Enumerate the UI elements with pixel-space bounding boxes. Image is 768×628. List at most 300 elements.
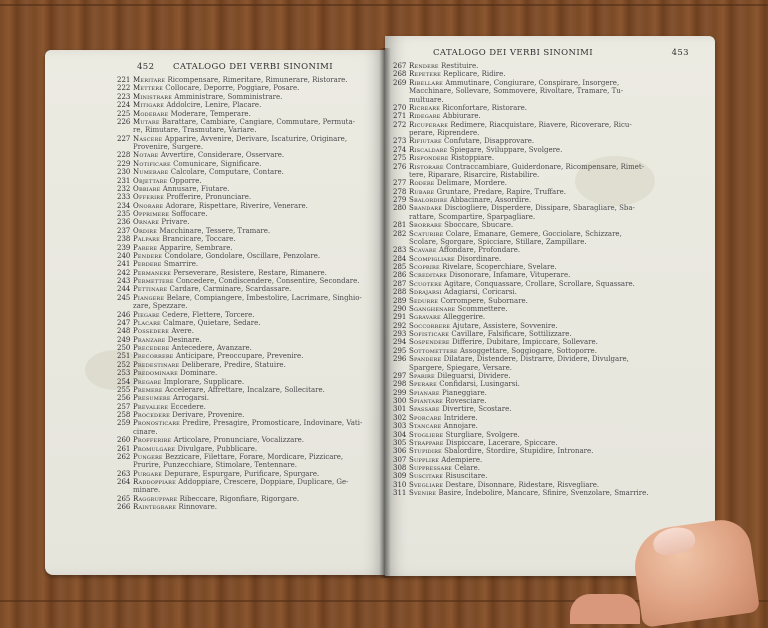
entry-synonyms: Macchinare, Sollevare, Sommovere, Rivoltare, Tramare, Tu- — [409, 87, 624, 96]
entry-line — [117, 151, 379, 159]
left-page — [45, 50, 385, 575]
entry-line — [117, 486, 379, 494]
entry-headword: Pregare — [133, 377, 162, 386]
entry-synonyms: Cavillare, Falsificare, Sottilizzare. — [451, 330, 572, 338]
entry-number: 236 — [117, 218, 131, 227]
entry-headword: Possedere — [133, 327, 170, 336]
entry-headword: Pronosticare — [133, 419, 181, 428]
entry-line — [393, 481, 693, 489]
entry-synonyms: Intridere. — [443, 413, 478, 422]
entry-line — [117, 252, 379, 260]
entry-number: 227 — [117, 134, 131, 143]
entry-line — [117, 110, 379, 118]
entry-number: 283 — [393, 246, 407, 255]
entry-headword: Predominare — [133, 369, 178, 378]
entry-line — [393, 230, 693, 238]
entry-line — [117, 193, 379, 201]
entry-headword: Suppressare — [409, 464, 453, 472]
entry-line — [117, 311, 379, 319]
entry-synonyms: Dileguarsi, Dividere. — [437, 371, 511, 380]
entry-number: 256 — [117, 394, 131, 403]
entry-line — [117, 478, 379, 486]
entry-headword: Rispondere — [409, 154, 449, 163]
entry-synonyms: Colare, Emanare, Gemere, Gocciolare, Schizzare, — [445, 229, 622, 238]
entry-number: 271 — [393, 112, 407, 121]
entry-line — [117, 260, 379, 268]
entry-synonyms: Spiegare, Sviluppare, Svolgere. — [449, 145, 563, 154]
entry-synonyms: Ribeccare, Rigonfiare, Rigorgare. — [179, 494, 300, 503]
entry-synonyms: Sturgliare, Svolgere. — [445, 430, 520, 439]
entry-number: 311 — [393, 489, 407, 498]
entry-synonyms: Scolare, Sgorgare, Spicciare, Stillare, Zampillare. — [409, 237, 587, 246]
entry-number: 294 — [393, 338, 407, 347]
entry-number: 305 — [393, 438, 407, 447]
entry-headword: Scoprire — [409, 263, 440, 271]
entry-synonyms: Barattare, Cambiare, Cangiare, Commutare, Permuta- — [161, 117, 356, 126]
entry-headword: Ministrare — [133, 92, 173, 101]
entry-synonyms: Destare, Disonnare, Ridestare, Risvegliare. — [445, 480, 600, 489]
entry-synonyms: Soffocare. — [171, 210, 208, 218]
page-number-right: 453 — [671, 48, 689, 58]
entry-headword: Nascere — [133, 134, 163, 143]
entry-number: 260 — [117, 436, 131, 445]
entry-number: 224 — [117, 101, 131, 110]
entry-synonyms: Dispiccare, Lacerare, Spiccare. — [445, 438, 558, 447]
entry-headword: Obbiare — [133, 184, 161, 193]
entry-line — [393, 255, 693, 263]
entry-headword: Sgravare — [409, 313, 441, 322]
entry-headword: Sedurre — [409, 296, 439, 305]
entry-headword: Sbalordire — [409, 196, 448, 204]
entry-line — [393, 271, 693, 279]
entry-headword: Mutare — [133, 117, 160, 126]
entry-line — [393, 305, 693, 313]
entry-line — [117, 503, 379, 511]
entry-line — [117, 428, 379, 436]
entry-number: 268 — [393, 70, 407, 79]
entry-number: 228 — [117, 151, 131, 160]
entry-number: 280 — [393, 204, 407, 213]
entry-number: 278 — [393, 187, 407, 196]
entry-number: 288 — [393, 288, 407, 297]
entry-synonyms: Affondare, Profondare. — [438, 246, 521, 255]
entry-number: 279 — [393, 196, 407, 204]
entry-line — [393, 221, 693, 229]
entry-number: 255 — [117, 385, 131, 394]
entry-synonyms: perare, Riprendere. — [409, 129, 480, 137]
entry-synonyms: Arrogarsi. — [172, 394, 210, 403]
entry-synonyms: Confidarsi, Lusingarsi. — [439, 380, 520, 389]
entry-headword: Strappare — [409, 438, 444, 447]
entry-number: 258 — [117, 411, 131, 419]
entry-number: 272 — [393, 120, 407, 129]
entry-number: 277 — [393, 179, 407, 188]
entry-number: 250 — [117, 344, 131, 352]
entry-number: 286 — [393, 271, 407, 280]
entry-line — [393, 464, 693, 472]
entry-synonyms: Rivelare, Scoperchiare, Svelare. — [442, 263, 557, 271]
entry-synonyms: Derivare, Provenire. — [172, 411, 245, 419]
entry-synonyms: Anticipare, Preoccupare, Prevenire. — [175, 352, 304, 361]
entry-headword: Sofisticare — [409, 330, 450, 338]
entry-synonyms: Sboccare, Sbucare. — [444, 221, 514, 230]
entry-line — [393, 313, 693, 321]
entry-line — [117, 285, 379, 293]
entry-synonyms: re, Rimutare, Trasmutare, Variare. — [133, 126, 257, 135]
entry-number: 257 — [117, 402, 131, 411]
entry-headword: Mitigare — [133, 101, 165, 110]
entry-headword: Sospendere — [409, 338, 450, 347]
entry-line — [117, 135, 379, 143]
entry-synonyms: Rinnovare. — [178, 503, 218, 512]
entry-headword: Notare — [133, 151, 159, 160]
entry-headword: Svegliare — [409, 480, 444, 489]
entry-line — [393, 104, 693, 112]
entry-line — [393, 338, 693, 346]
entry-synonyms: multuare. — [409, 95, 444, 104]
entry-synonyms: Deliberare, Predire, Statuire. — [181, 360, 286, 369]
entry-line — [393, 330, 693, 338]
right-page — [385, 36, 715, 576]
entry-number: 306 — [393, 447, 407, 456]
entry-line — [393, 397, 693, 405]
entry-headword: Rendere — [409, 62, 439, 70]
entry-line — [117, 445, 379, 453]
entry-synonyms: Ajutare, Assistere, Sovvenire. — [452, 321, 558, 330]
entry-line — [393, 179, 693, 187]
entry-synonyms: rattare, Scompartire, Sparpagliare. — [409, 212, 536, 221]
entry-number: 285 — [393, 263, 407, 271]
entry-synonyms: Perseverare, Resistere, Restare, Rimanere. — [173, 268, 327, 277]
entry-synonyms: Rovesciare. — [445, 397, 487, 405]
entry-headword: Opprimere — [133, 210, 170, 218]
entry-synonyms: Differire, Dubitare, Impiccare, Sollevare. — [452, 338, 598, 347]
entry-synonyms: Accelerare, Affrettare, Incalzare, Sollecitare. — [164, 385, 325, 394]
entry-line — [117, 177, 379, 185]
entry-number: 301 — [393, 405, 407, 414]
book-gutter — [379, 48, 391, 578]
entry-line — [117, 419, 379, 427]
entry-line — [117, 202, 379, 210]
entry-synonyms: Gruntare, Predare, Rapire, Truffare. — [436, 187, 566, 196]
entry-synonyms: Prurire, Punzecchiare, Stimolare, Tentennare. — [133, 461, 298, 470]
entry-number: 300 — [393, 397, 407, 405]
entry-synonyms: Annojare. — [443, 422, 478, 431]
entry-line — [117, 470, 379, 478]
entry-synonyms: Delimare, Mordere. — [436, 179, 507, 188]
entry-headword: Scaturire — [409, 229, 444, 238]
entry-synonyms: tere, Riparare, Risarcire, Ristabilire. — [409, 170, 540, 179]
entry-synonyms: zare, Spezzare. — [133, 302, 188, 311]
entry-synonyms: Macchinare, Tessere, Tramare. — [159, 226, 271, 235]
entry-line — [393, 380, 693, 388]
entry-number: 233 — [117, 193, 131, 202]
entry-headword: Onorare — [133, 201, 164, 210]
entry-number: 254 — [117, 377, 131, 386]
entry-number: 276 — [393, 162, 407, 171]
entry-synonyms: Assoggettare, Soggiogare, Sottoporre. — [460, 346, 597, 355]
entry-line — [117, 394, 379, 402]
entry-synonyms: Abbiurare. — [442, 112, 481, 121]
entry-number: 270 — [393, 103, 407, 112]
entry-line — [393, 213, 693, 221]
entry-line — [117, 436, 379, 444]
entry-headword: Ribellare — [409, 78, 444, 87]
entry-synonyms: Comunicare, Significare. — [173, 159, 262, 168]
entry-headword: Screditare — [409, 271, 448, 280]
entry-synonyms: Cardare, Carminare, Scardassare. — [169, 285, 292, 294]
entry-headword: Prevalere — [133, 402, 169, 411]
entry-synonyms: Riconfortare, Ristorare. — [442, 103, 527, 112]
entry-line — [117, 327, 379, 335]
entry-headword: Numerare — [133, 168, 169, 177]
entry-number: 284 — [393, 254, 407, 263]
entry-synonyms: Apparire, Avvenire, Derivare, Iscaturire, Originare, — [164, 134, 348, 143]
entry-headword: Purgare — [133, 469, 163, 478]
entry-number: 263 — [117, 469, 131, 478]
entry-synonyms: Addolcire, Lenire, Placare. — [166, 101, 262, 110]
entry-number: 267 — [393, 62, 407, 70]
entry-headword: Spassare — [409, 405, 440, 414]
entry-line — [117, 84, 379, 92]
table-board-seam — [0, 4, 768, 6]
entry-number: 222 — [117, 84, 131, 93]
entry-line — [117, 101, 379, 109]
entry-number: 274 — [393, 145, 407, 154]
entry-synonyms: Calmare, Quietare, Sedare. — [163, 318, 261, 327]
entry-headword: Palpare — [133, 235, 160, 244]
entry-line — [393, 414, 693, 422]
entry-headword: Procedere — [133, 411, 170, 419]
entry-headword: Spiantare — [409, 397, 444, 405]
entry-line — [117, 461, 379, 469]
entry-synonyms: Annusare, Fiutare. — [162, 184, 230, 193]
entry-headword: Rifiutare — [409, 137, 442, 146]
entry-headword: Sottomettere — [409, 346, 458, 355]
entry-line — [393, 246, 693, 254]
entry-line — [117, 76, 379, 84]
entry-synonyms: Concedere, Condiscendere, Consentire, Secondare. — [175, 277, 360, 285]
entry-synonyms: Opporre. — [169, 176, 202, 185]
entry-number: 244 — [117, 285, 131, 294]
entry-number: 292 — [393, 321, 407, 330]
entry-line — [393, 188, 693, 196]
entry-headword: Rubare — [409, 187, 435, 196]
entry-line — [117, 302, 379, 310]
entry-synonyms: Provenire, Surgere. — [133, 143, 204, 151]
entry-line — [393, 364, 693, 372]
entry-synonyms: Ammutinare, Congiurare, Conspirare, Insorgere, — [445, 78, 620, 87]
entry-headword: Piangere — [133, 293, 165, 302]
entry-headword: Ricreare — [409, 103, 441, 112]
entry-headword: Profferire — [133, 436, 172, 445]
entry-number: 235 — [117, 210, 131, 218]
entry-line — [393, 204, 693, 212]
entry-synonyms: Apparire, Sembrare. — [159, 243, 233, 252]
entry-synonyms: Adagiarsi, Coricarsi. — [444, 288, 517, 297]
entry-line — [117, 93, 379, 101]
entry-headword: Offerire — [133, 193, 165, 202]
entry-headword: Pendere — [133, 251, 163, 260]
entry-number: 266 — [117, 503, 131, 512]
entry-headword: Ornare — [133, 218, 160, 227]
entry-line — [393, 456, 693, 464]
entry-line — [393, 163, 693, 171]
entry-synonyms: Disonorare, Infamare, Vituperare. — [449, 271, 571, 280]
entry-headword: Raintegrare — [133, 503, 177, 512]
entry-line — [117, 126, 379, 134]
entry-synonyms: Adempiere. — [441, 455, 483, 464]
entry-line — [117, 210, 379, 218]
entry-number: 309 — [393, 472, 407, 481]
entry-synonyms: Condolare, Gondolare, Oscillare, Penzolare. — [164, 251, 321, 260]
entry-synonyms: Risuscitare. — [445, 472, 488, 481]
entry-synonyms: Dominare. — [180, 369, 218, 378]
entry-line — [393, 355, 693, 363]
entry-number: 229 — [117, 159, 131, 168]
entry-line — [117, 143, 379, 151]
entry-number: 251 — [117, 352, 131, 361]
entry-headword: Supplire — [409, 455, 440, 464]
entry-synonyms: Addoppiare, Crescere, Doppiare, Duplicare, Ge- — [178, 478, 349, 486]
entry-line — [393, 405, 693, 413]
entry-headword: Precorrere — [133, 352, 174, 361]
entry-headword: Presumere — [133, 394, 171, 403]
entry-headword: Ordire — [133, 226, 158, 235]
entry-line — [117, 344, 379, 352]
entry-number: 248 — [117, 327, 131, 336]
entry-line — [393, 96, 693, 104]
entry-number: 239 — [117, 243, 131, 252]
entry-number: 252 — [117, 360, 131, 369]
entry-number: 290 — [393, 304, 407, 313]
entry-synonyms: Implorare, Supplicare. — [163, 377, 245, 386]
entry-line — [117, 269, 379, 277]
entry-number: 240 — [117, 251, 131, 260]
entry-headword: Pranzare — [133, 335, 166, 344]
entry-line — [117, 294, 379, 302]
entry-line — [117, 218, 379, 226]
entry-number: 273 — [393, 137, 407, 146]
entry-number: 245 — [117, 293, 131, 302]
entry-line — [117, 453, 379, 461]
entry-synonyms: Ristoppiare. — [450, 154, 495, 163]
entry-headword: Scuotere — [409, 279, 442, 288]
entry-headword: Spianare — [409, 388, 440, 397]
entry-headword: Ricuperare — [409, 120, 449, 129]
entry-number: 281 — [393, 221, 407, 230]
entry-number: 246 — [117, 310, 131, 319]
entry-headword: Pungere — [133, 452, 163, 461]
entry-synonyms: minare. — [133, 486, 161, 495]
entry-line — [117, 369, 379, 377]
page-number-left: 452 — [137, 62, 155, 72]
entry-synonyms: Moderare, Temperare. — [170, 109, 251, 118]
entry-synonyms: Spargere, Spiegare, Versare. — [409, 363, 512, 372]
entry-synonyms: Corrompere, Subornare. — [440, 296, 528, 305]
entry-synonyms: Collocare, Deporre, Poggiare, Posare. — [165, 84, 300, 93]
entry-synonyms: Amministrare, Somministrare. — [174, 92, 283, 101]
entry-number: 262 — [117, 452, 131, 461]
entry-line — [393, 280, 693, 288]
entry-list-right — [393, 62, 693, 498]
entry-headword: Svenire — [409, 489, 437, 498]
entry-line — [393, 389, 693, 397]
entry-headword: Parere — [133, 243, 158, 252]
entry-headword: Scompigliare — [409, 254, 455, 263]
entry-line — [393, 70, 693, 78]
entry-line — [117, 336, 379, 344]
entry-line — [117, 352, 379, 360]
entry-synonyms: Bezzicare, Filettare, Forare, Mordicare, Pizzicare, — [165, 452, 344, 461]
entry-line — [393, 288, 693, 296]
entry-line — [117, 403, 379, 411]
entry-number: 293 — [393, 330, 407, 338]
entry-synonyms: Redimere, Riacquistare, Riavere, Ricoverare, Ricu- — [450, 120, 632, 129]
entry-number: 307 — [393, 455, 407, 464]
entry-line — [393, 137, 693, 145]
entry-line — [393, 238, 693, 246]
entry-headword: Soccorrere — [409, 321, 451, 330]
entry-line — [393, 112, 693, 120]
entry-line — [393, 297, 693, 305]
entry-line — [117, 277, 379, 285]
running-head-left: CATALOGO DEI VERBI SINONIMI — [173, 62, 333, 72]
entry-synonyms: Sbalordire, Stordire, Stupidire, Intronare. — [444, 447, 594, 456]
entry-headword: Permettere — [133, 277, 174, 285]
entry-synonyms: Divertire, Scostare. — [441, 405, 512, 414]
entry-headword: Stupidire — [409, 447, 442, 456]
entry-line — [393, 322, 693, 330]
entry-number: 249 — [117, 335, 131, 344]
entry-line — [393, 79, 693, 87]
entry-number: 238 — [117, 235, 131, 244]
entry-number: 242 — [117, 268, 131, 277]
entry-number: 247 — [117, 318, 131, 327]
entry-synonyms: Alleggerire. — [443, 313, 486, 322]
entry-number: 264 — [117, 478, 131, 486]
entry-headword: Riscaldare — [409, 145, 448, 154]
entry-synonyms: Brancicare, Toccare. — [162, 235, 236, 244]
entry-headword: Spandere — [409, 355, 442, 364]
entry-line — [117, 319, 379, 327]
entry-line — [393, 347, 693, 355]
entry-headword: Sborrare — [409, 221, 442, 230]
entry-headword: Raggruppare — [133, 494, 178, 503]
entry-headword: Scavare — [409, 246, 437, 255]
entry-headword: Pettinare — [133, 285, 168, 294]
entry-synonyms: Depurare, Espurgare, Purificare, Spurgare. — [164, 469, 320, 478]
entry-number: 221 — [117, 76, 131, 84]
entry-number: 295 — [393, 346, 407, 355]
entry-line — [393, 171, 693, 179]
entry-synonyms: Disciogliere, Disperdere, Dissipare, Sbaragliare, Sba- — [444, 204, 635, 213]
entry-headword: Stogliere — [409, 430, 444, 439]
entry-number: 289 — [393, 296, 407, 305]
entry-headword: Mettere — [133, 84, 164, 93]
entry-number: 231 — [117, 176, 131, 185]
entry-number: 269 — [393, 78, 407, 87]
entry-headword: Promulgare — [133, 444, 176, 453]
entry-number: 304 — [393, 430, 407, 439]
entry-line — [393, 121, 693, 129]
entry-number: 230 — [117, 168, 131, 177]
entry-synonyms: Calcolare, Computare, Contare. — [170, 168, 284, 177]
entry-number: 232 — [117, 184, 131, 193]
entry-synonyms: Smarrire. — [163, 260, 199, 269]
entry-number: 253 — [117, 369, 131, 378]
entry-number: 234 — [117, 201, 131, 210]
